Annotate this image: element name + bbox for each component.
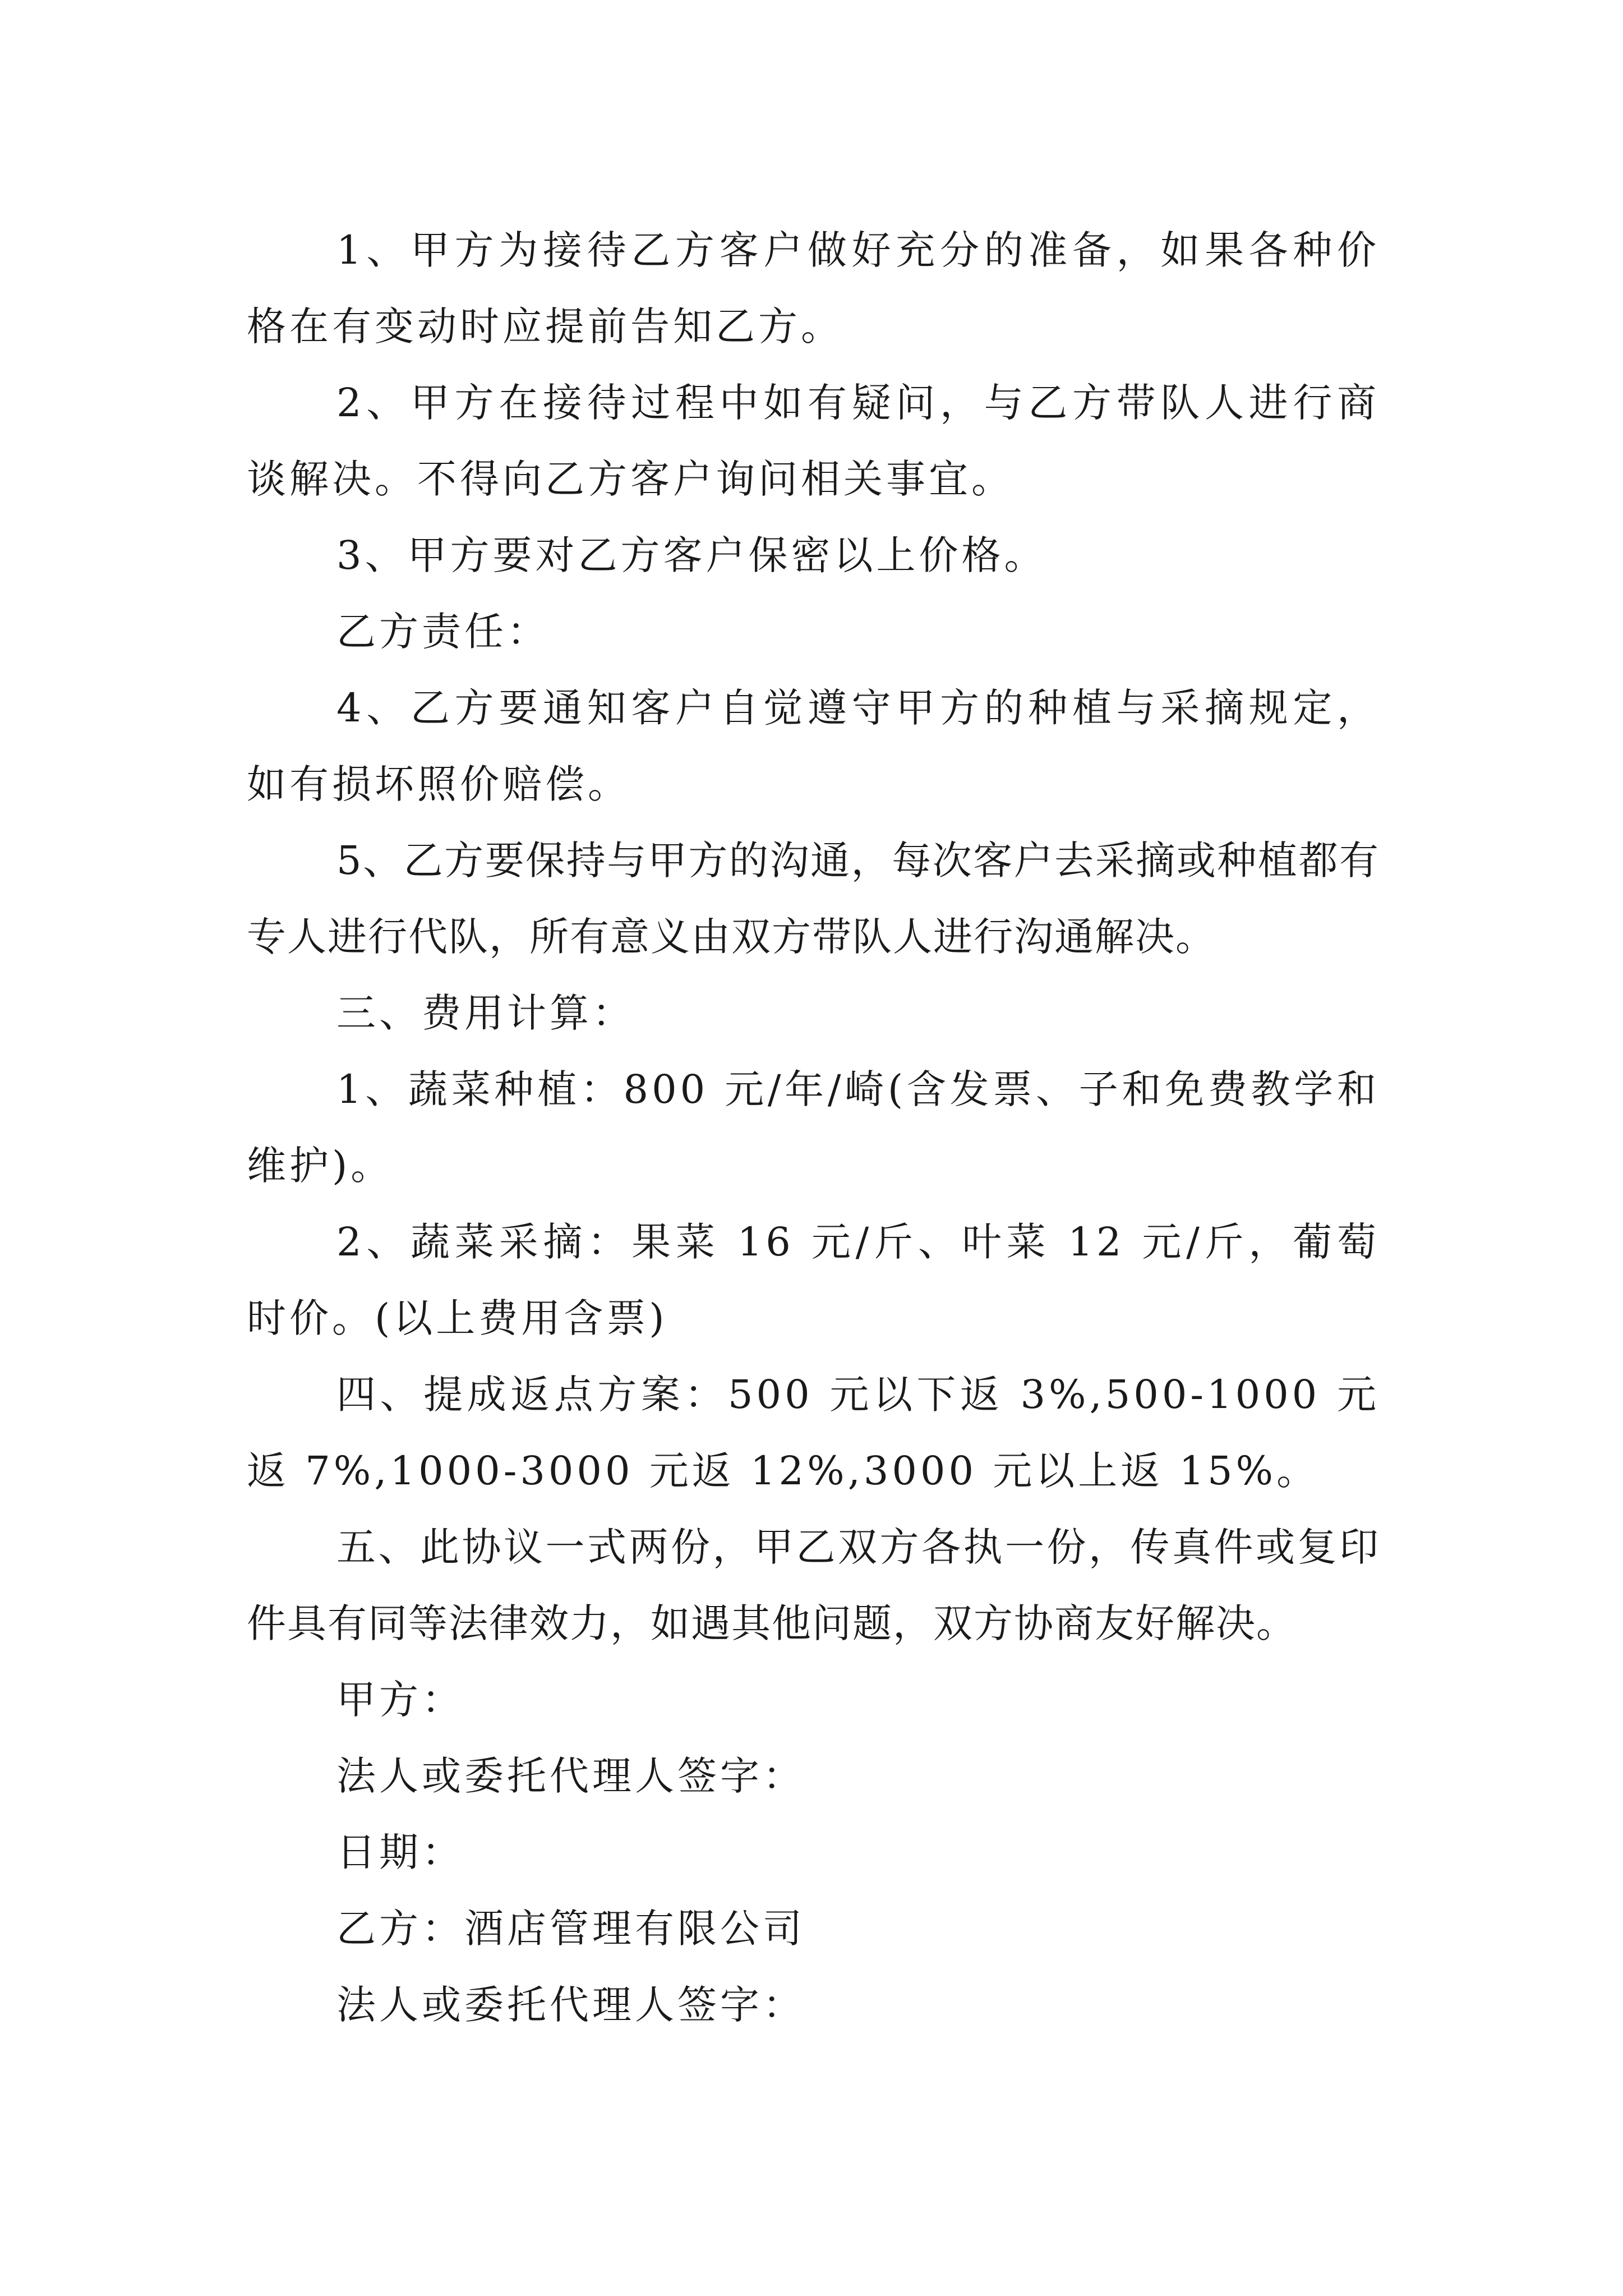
- paragraph-2: 2、甲方在接待过程中如有疑问，与乙方带队人进行商谈解决。不得向乙方客户询问相关事宜。: [247, 380, 1380, 502]
- party-b-label: 乙方：酒店管理有限公司: [336, 1906, 805, 1952]
- party-b-signature-label: 法人或委托代理人签字：: [336, 1982, 805, 2028]
- fee-item-planting: 1、蔬菜种植：800 元/年/崎(含发票、子和免费教学和维护)。: [247, 1066, 1380, 1189]
- party-a-label: 甲方：: [336, 1677, 464, 1723]
- paragraph-4: 4、乙方要通知客户自觉遵守甲方的种植与采摘规定，如有损坏照价赔偿。: [247, 685, 1380, 807]
- section-heading-fees: 三、费用计算：: [336, 990, 635, 1036]
- date-label: 日期：: [336, 1829, 464, 1875]
- agreement-copies-clause: 五、此协议一式两份，甲乙双方各执一份，传真件或复印件具有同等法律效力，如遇其他问题，双方协商友好解决。: [247, 1524, 1380, 1646]
- document-body: [247, 212, 1380, 2043]
- section-heading-party-b-duties: 乙方责任：: [336, 609, 550, 655]
- paragraph-3: 3、甲方要对乙方客户保密以上价格。: [336, 532, 1047, 578]
- party-a-signature-label: 法人或委托代理人签字：: [336, 1753, 805, 1799]
- paragraph-1: 1、甲方为接待乙方客户做好充分的准备，如果各种价格在有变动时应提前告知乙方。: [247, 227, 1380, 349]
- paragraph-5: 5、乙方要保持与甲方的沟通，每次客户去采摘或种植都有专人进行代队，所有意义由双方带队人进行沟通解决。: [247, 838, 1380, 960]
- fee-item-picking: 2、蔬菜采摘：果菜 16 元/斤、叶菜 12 元/斤，葡萄时价。(以上费用含票): [247, 1219, 1380, 1341]
- commission-plan: 四、提成返点方案：500 元以下返 3%,500-1000 元返 7%,1000-3000 元返 12%,3000 元以上返 15%。: [247, 1372, 1380, 1494]
